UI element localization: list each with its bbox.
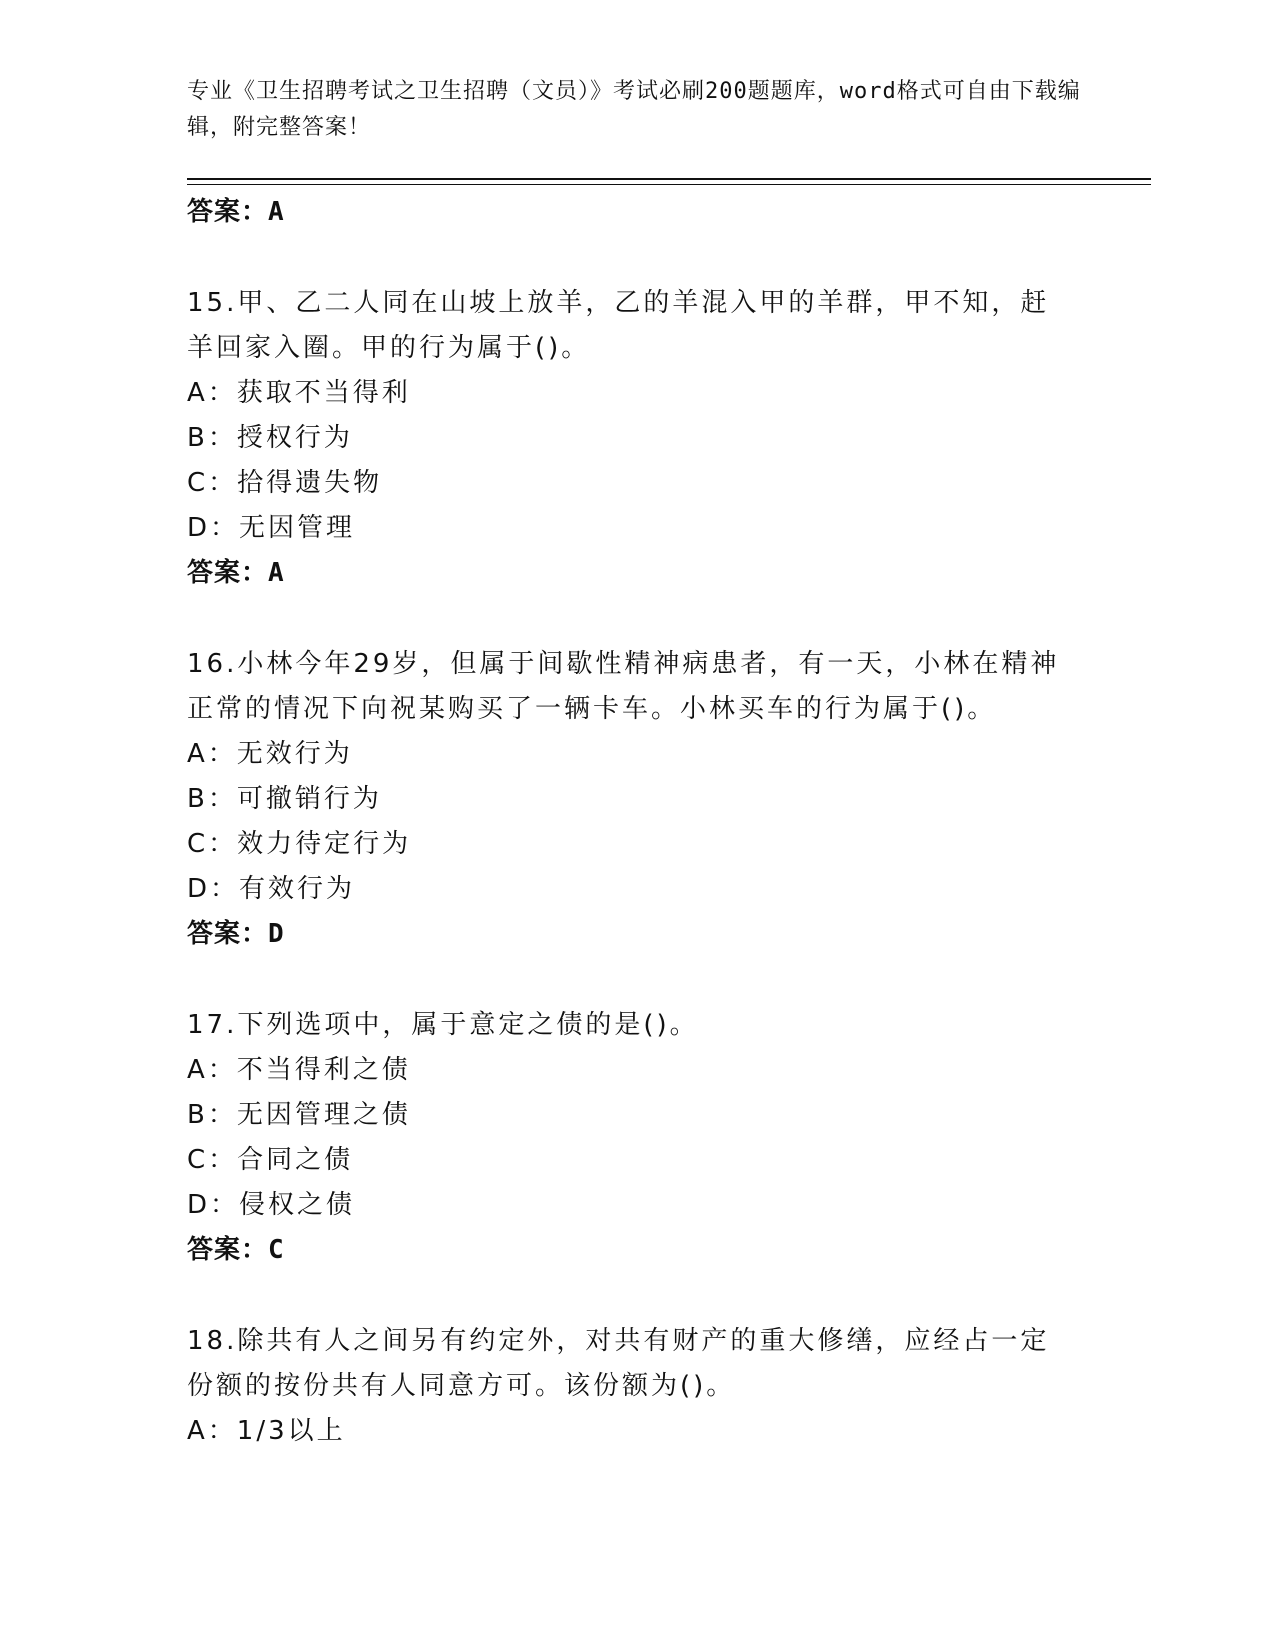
header-text: 专业《卫生招聘考试之卫生招聘（文员）》考试必刷200题题库，word格式可自由下载编辑，附完整答案！: [187, 79, 1081, 140]
header-divider-thick: [187, 178, 1151, 180]
question-text: 17.下列选项中，属于意定之债的是()。: [187, 1010, 699, 1040]
option-d: D：侵权之债: [187, 1190, 356, 1220]
option-a: A：无效行为: [187, 739, 353, 769]
spacer: [187, 1273, 1087, 1319]
option-a: A：1/3以上: [187, 1416, 346, 1446]
option-b: B：可撤销行为: [187, 784, 382, 814]
option-d: D：有效行为: [187, 874, 356, 904]
document-body: [187, 190, 1087, 1454]
question-text: 16.小林今年29岁，但属于间歇性精神病患者，有一天，小林在精神正常的情况下向祝某购买了一辆卡车。小林买车的行为属于()。: [187, 649, 1060, 724]
header-divider-thin: [187, 184, 1151, 185]
option-a: A：不当得利之债: [187, 1055, 411, 1085]
option-a: A：获取不当得利: [187, 378, 411, 408]
spacer: [187, 957, 1087, 1003]
question-17: [187, 1003, 1087, 1273]
option-b: B：授权行为: [187, 423, 353, 453]
question-15: [187, 281, 1087, 596]
document-header: [187, 74, 1087, 146]
answer-line: 答案：A: [187, 558, 285, 588]
answer-line: 答案：A: [187, 197, 285, 227]
option-c: C：效力待定行为: [187, 829, 412, 859]
option-c: C：合同之债: [187, 1145, 354, 1175]
option-d: D：无因管理: [187, 513, 356, 543]
question-text: 15.甲、乙二人同在山坡上放羊，乙的羊混入甲的羊群，甲不知，赶羊回家入圈。甲的行为属于()。: [187, 288, 1050, 363]
question-18: [187, 1319, 1087, 1454]
spacer: [187, 596, 1087, 642]
question-text: 18.除共有人之间另有约定外，对共有财产的重大修缮，应经占一定份额的按份共有人同意方可。该份额为()。: [187, 1326, 1050, 1401]
option-c: C：拾得遗失物: [187, 468, 383, 498]
question-16: [187, 642, 1087, 957]
answer-line: 答案：C: [187, 1235, 285, 1265]
option-b: B：无因管理之债: [187, 1100, 411, 1130]
spacer: [187, 235, 1087, 281]
answer-line: 答案：D: [187, 919, 285, 949]
